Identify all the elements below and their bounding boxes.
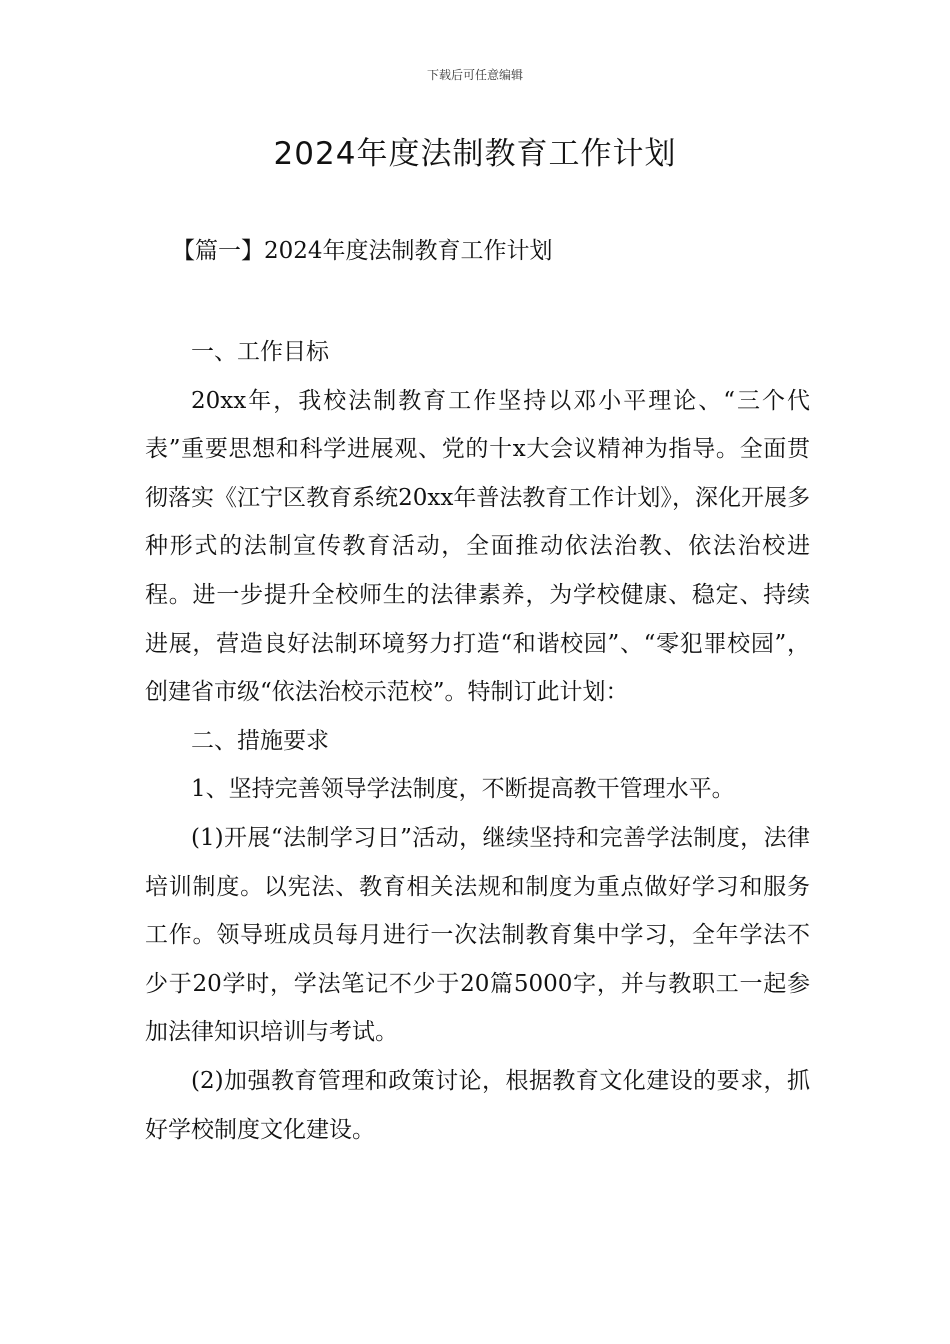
heading-work-goals: 一、工作目标 bbox=[191, 339, 329, 365]
paragraph-measure-1-2: (2)加强教育管理和政策讨论，根据教育文化建设的要求，抓好学校制度文化建设。 bbox=[145, 1067, 810, 1143]
paragraph-measure-1: 1、坚持完善领导学法制度，不断提高教干管理水平。 bbox=[191, 776, 735, 803]
section-title: 【篇一】2024年度法制教育工作计划 bbox=[172, 238, 553, 264]
header-note: 下载后可任意编辑 bbox=[426, 68, 523, 82]
heading-measures: 二、措施要求 bbox=[191, 727, 329, 754]
document-body bbox=[145, 328, 810, 1154]
page-title: 2024年度法制教育工作计划 bbox=[273, 136, 677, 172]
paragraph-measure-1-1: (1)开展“法制学习日”活动，继续坚持和完善学法制度，法律培训制度。以宪法、教育相关法规和制度为重点做好学习和服务工作。领导班成员每月进行一次法制教育集中学习，全年学法不少于20学时，学法笔记不少于20篇5000字，并与教职工一起参加法律知识培训与考试。 bbox=[145, 824, 810, 1046]
paragraph-goals: 20xx年，我校法制教育工作坚持以邓小平理论、“三个代表”重要思想和科学进展观、党的十x大会议精神为指导。全面贯彻落实《江宁区教育系统20xx年普法教育工作计划》，深化开展多种形式的法制宣传教育活动，全面推动依法治教、依法治校进程。进一步提升全校师生的法律素养，为学校健康、稳定、持续进展，营造良好法制环境努力打造“和谐校园”、“零犯罪校园”，创建省市级“依法治校示范校”。特制订此计划： bbox=[145, 387, 810, 706]
